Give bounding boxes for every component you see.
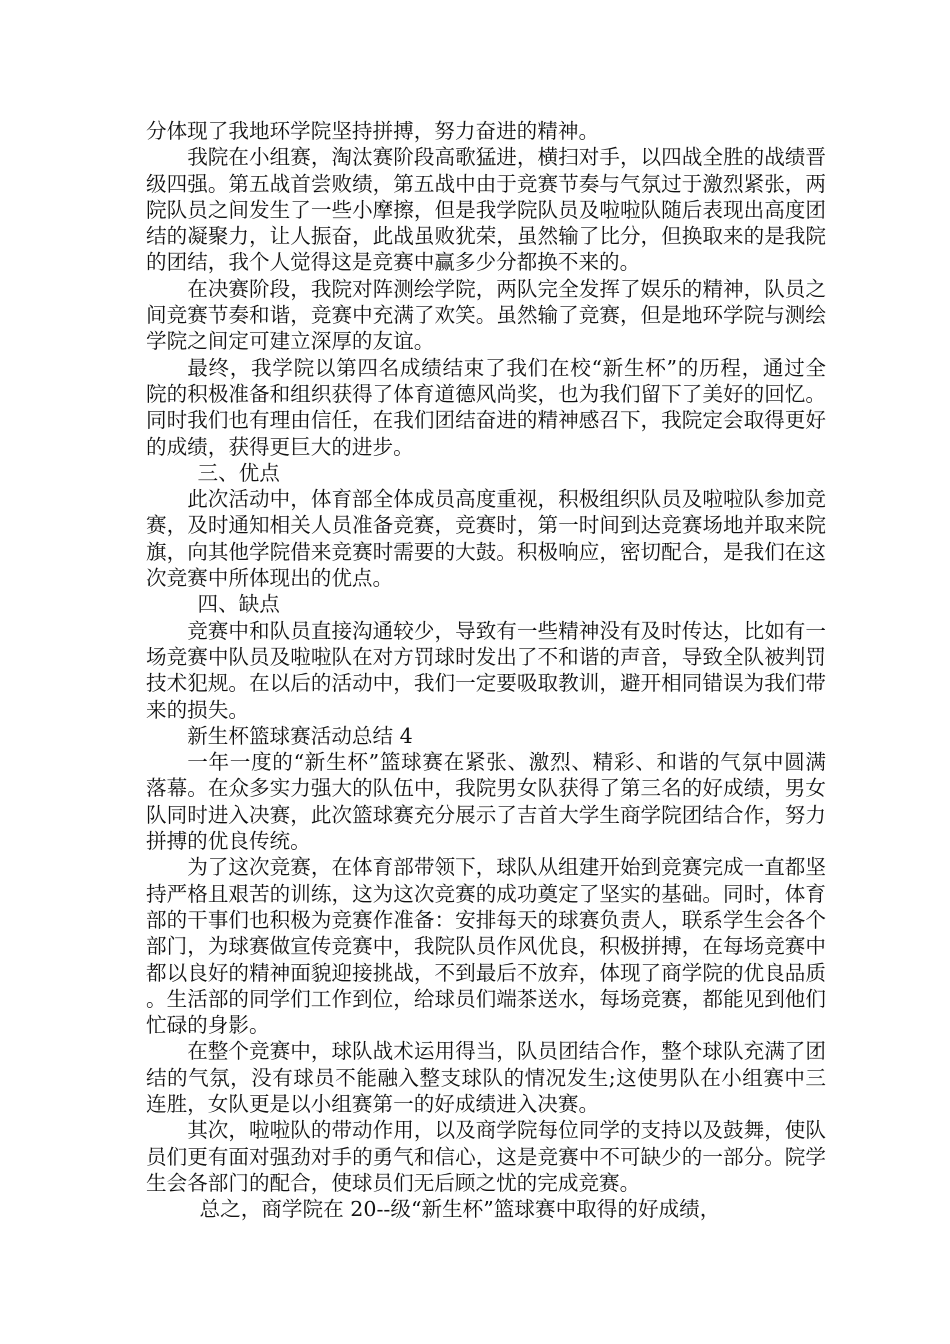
paragraph-conclusion: 总之，商学院在 20--级“新生杯”篮球赛中取得的好成绩， — [199, 1197, 721, 1222]
paragraph-weaknesses: 竞赛中和队员直接沟通较少，导致有一些精神没有及时传达，比如有一场竞赛中队员及啦啦队在对方罚球时发出了不和谐的声音，导致全队被判罚技术犯规。在以后的活动中，我们一定要吸取教训，避开相同错误为我们带来的损失。 — [146, 618, 826, 722]
paragraph-tactics: 在整个竞赛中，球队战术运用得当，队员团结合作，整个球队充满了团结的气氛，没有球员不能融入整支球队的情况发生;这使男队在小组赛中三连胜，女队更是以小组赛第一的好成绩进入决赛。 — [146, 1039, 826, 1116]
section-title-summary-4: 新生杯篮球赛活动总结 4 — [187, 723, 413, 748]
heading-weaknesses: 四、缺点 — [197, 592, 280, 617]
document-body — [146, 118, 826, 1222]
paragraph-group-stage: 我院在小组赛，淘汰赛阶段高歌猛进，横扫对手，以四战全胜的战绩晋级四强。第五战首尝败绩，第五战中由于竞赛节奏与气氛过于激烈紧张，两院队员之间发生了一些小摩擦，但是我学院队员及啦啦队随后表现出高度团结的凝聚力，让人振奋，此战虽败犹荣，虽然输了比分，但换取来的是我院的团结，我个人觉得这是竞赛中赢多少分都换不来的。 — [146, 145, 826, 275]
paragraph-continuation: 分体现了我地环学院坚持拼搏，努力奋进的精神。 — [146, 119, 600, 143]
heading-strengths: 三、优点 — [197, 460, 280, 485]
paragraph-strengths: 此次活动中，体育部全体成员高度重视，积极组织队员及啦啦队参加竞赛，及时通知相关人员准备竞赛，竞赛时，第一时间到达竞赛场地并取来院旗，向其他学院借来竞赛时需要的大鼓。积极响应，密切配合，是我们在这次竞赛中所体现出的优点。 — [146, 487, 826, 591]
paragraph-final-result: 最终，我学院以第四名成绩结束了我们在校“新生杯”的历程，通过全院的积极准备和组织获得了体育道德风尚奖，也为我们留下了美好的回忆。同时我们也有理由信任，在我们团结奋进的精神感召下，我院定会取得更好的成绩，获得更巨大的进步。 — [146, 355, 826, 459]
paragraph-final-stage: 在决赛阶段，我院对阵测绘学院，两队完全发挥了娱乐的精神，队员之间竞赛节奏和谐，竞赛中充满了欢笑。虽然输了竞赛，但是地环学院与测绘学院之间定可建立深厚的友谊。 — [146, 276, 826, 354]
paragraph-preparation: 为了这次竞赛，在体育部带领下，球队从组建开始到竞赛完成一直都坚持严格且艰苦的训练，这为这次竞赛的成功奠定了坚实的基础。同时，体育部的干事们也积极为竞赛作准备：安排每天的球赛负责人，联系学生会各个部门，为球赛做宣传竞赛中，我院队员作风优良，积极拼搏，在每场竞赛中都以良好的精神面貌迎接挑战，不到最后不放弃，体现了商学院的优良品质。生活部的同学们工作到位，给球员们端茶送水，每场竞赛，都能见到他们忙碌的身影。 — [146, 855, 826, 1038]
paragraph-cheerleaders: 其次，啦啦队的带动作用，以及商学院每位同学的支持以及鼓舞，使队员们更有面对强劲对手的勇气和信心，这是竞赛中不可缺少的一部分。院学生会各部门的配合，使球员们无后顾之忧的完成竞赛。 — [146, 1118, 826, 1195]
paragraph-intro: 一年一度的“新生杯”篮球赛在紧张、激烈、精彩、和谐的气氛中圆满落幕。在众多实力强大的队伍中，我院男女队获得了第三名的好成绩，男女队同时进入决赛，此次篮球赛充分展示了吉首大学生商学院团结合作，努力拼搏的优良传统。 — [146, 750, 826, 854]
